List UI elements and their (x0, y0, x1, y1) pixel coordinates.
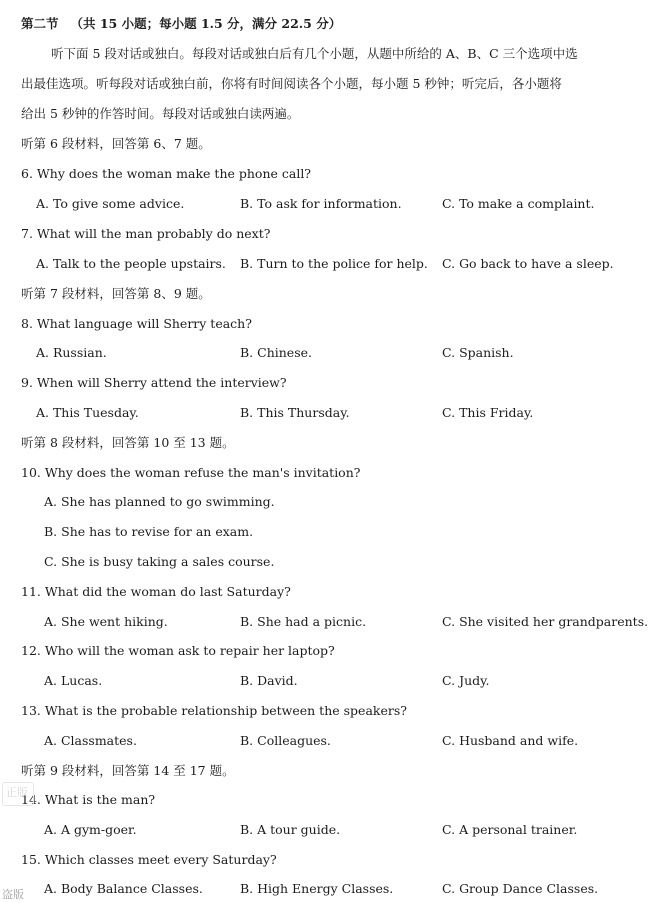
q10-option-a[interactable]: A. She has planned to go swimming. (44, 494, 275, 509)
question-number: 11. (21, 584, 41, 599)
question-15 (21, 852, 277, 868)
question-number: 12. (21, 643, 41, 658)
block-label-8: 听第 8 段材料，回答第 10 至 13 题。 (21, 435, 235, 450)
q13-option-c[interactable]: C. Husband and wife. (442, 733, 579, 748)
q13-option-b[interactable]: B. Colleagues. (240, 733, 331, 748)
q9-option-b[interactable]: B. This Thursday. (240, 405, 350, 420)
q10-option-b[interactable]: B. She has to revise for an exam. (44, 524, 254, 539)
question-text: What is the probable relationship between the speakers? (44, 703, 407, 718)
instruction-line-1: 听下面 5 段对话或独白。每段对话或独白后有几个小题，从题中所给的 A、B、C 三个选项中选 (51, 46, 578, 61)
q11-option-b[interactable]: B. She had a picnic. (240, 614, 367, 629)
question-number: 14. (21, 792, 41, 807)
question-13 (21, 703, 407, 719)
q7-option-c[interactable]: C. Go back to have a sleep. (442, 256, 614, 271)
q8-option-c[interactable]: C. Spanish. (442, 345, 514, 360)
block-label-7: 听第 7 段材料，回答第 8、9 题。 (21, 286, 211, 301)
question-6 (21, 166, 311, 182)
q15-option-b[interactable]: B. High Energy Classes. (240, 881, 394, 896)
q11-option-a[interactable]: A. She went hiking. (44, 614, 168, 629)
question-number: 15. (21, 852, 41, 867)
q14-option-a[interactable]: A. A gym-goer. (44, 822, 137, 837)
question-text: Why does the woman make the phone call? (36, 166, 312, 181)
question-10 (21, 465, 360, 481)
watermark-bottom: 盗版 (2, 888, 24, 901)
q8-option-a[interactable]: A. Russian. (36, 345, 107, 360)
question-text: Which classes meet every Saturday? (44, 852, 277, 867)
question-text: What will the man probably do next? (36, 226, 271, 241)
instruction-line-2: 出最佳选项。听每段对话或独白前，你将有时间阅读各个小题，每小题 5 秒钟；听完后，各小题将 (21, 76, 562, 91)
q8-option-b[interactable]: B. Chinese. (240, 345, 312, 360)
q13-option-a[interactable]: A. Classmates. (44, 733, 137, 748)
question-14 (21, 792, 155, 808)
question-number: 13. (21, 703, 41, 718)
question-number: 7. (21, 226, 33, 241)
question-number: 6. (21, 166, 33, 181)
question-7 (21, 226, 270, 242)
q9-option-c[interactable]: C. This Friday. (442, 405, 534, 420)
q14-option-b[interactable]: B. A tour guide. (240, 822, 341, 837)
q6-option-c[interactable]: C. To make a complaint. (442, 196, 595, 211)
q7-option-b[interactable]: B. Turn to the police for help. (240, 256, 428, 271)
q7-option-a[interactable]: A. Talk to the people upstairs. (36, 256, 226, 271)
question-text: What did the woman do last Saturday? (44, 584, 291, 599)
q12-option-b[interactable]: B. David. (240, 673, 298, 688)
section-title: 第二节 (21, 16, 59, 31)
q15-option-a[interactable]: A. Body Balance Classes. (44, 881, 203, 896)
question-11 (21, 584, 291, 600)
question-text: What is the man? (44, 792, 156, 807)
q10-option-c[interactable]: C. She is busy taking a sales course. (44, 554, 275, 569)
question-8 (21, 316, 252, 332)
question-number: 9. (21, 375, 33, 390)
q9-option-a[interactable]: A. This Tuesday. (36, 405, 139, 420)
block-label-6: 听第 6 段材料，回答第 6、7 题。 (21, 136, 211, 151)
watermark-top: 正版 (6, 786, 28, 799)
block-label-9: 听第 9 段材料，回答第 14 至 17 题。 (21, 763, 235, 778)
question-text: Why does the woman refuse the man's invitation? (44, 465, 361, 480)
q11-option-c[interactable]: C. She visited her grandparents. (442, 614, 649, 629)
q14-option-c[interactable]: C. A personal trainer. (442, 822, 578, 837)
section-note: （共 15 小题；每小题 1.5 分，满分 22.5 分） (70, 16, 342, 31)
section-header (21, 16, 341, 32)
question-number: 8. (21, 316, 33, 331)
instruction-line-3: 给出 5 秒钟的作答时间。每段对话或独白读两遍。 (21, 106, 300, 121)
q12-option-c[interactable]: C. Judy. (442, 673, 490, 688)
question-9 (21, 375, 287, 391)
q6-option-b[interactable]: B. To ask for information. (240, 196, 402, 211)
q15-option-c[interactable]: C. Group Dance Classes. (442, 881, 599, 896)
question-number: 10. (21, 465, 41, 480)
q12-option-a[interactable]: A. Lucas. (44, 673, 103, 688)
question-text: Who will the woman ask to repair her laptop? (44, 643, 335, 658)
q6-option-a[interactable]: A. To give some advice. (36, 196, 185, 211)
question-text: What language will Sherry teach? (36, 316, 252, 331)
question-text: When will Sherry attend the interview? (36, 375, 287, 390)
question-12 (21, 643, 335, 659)
